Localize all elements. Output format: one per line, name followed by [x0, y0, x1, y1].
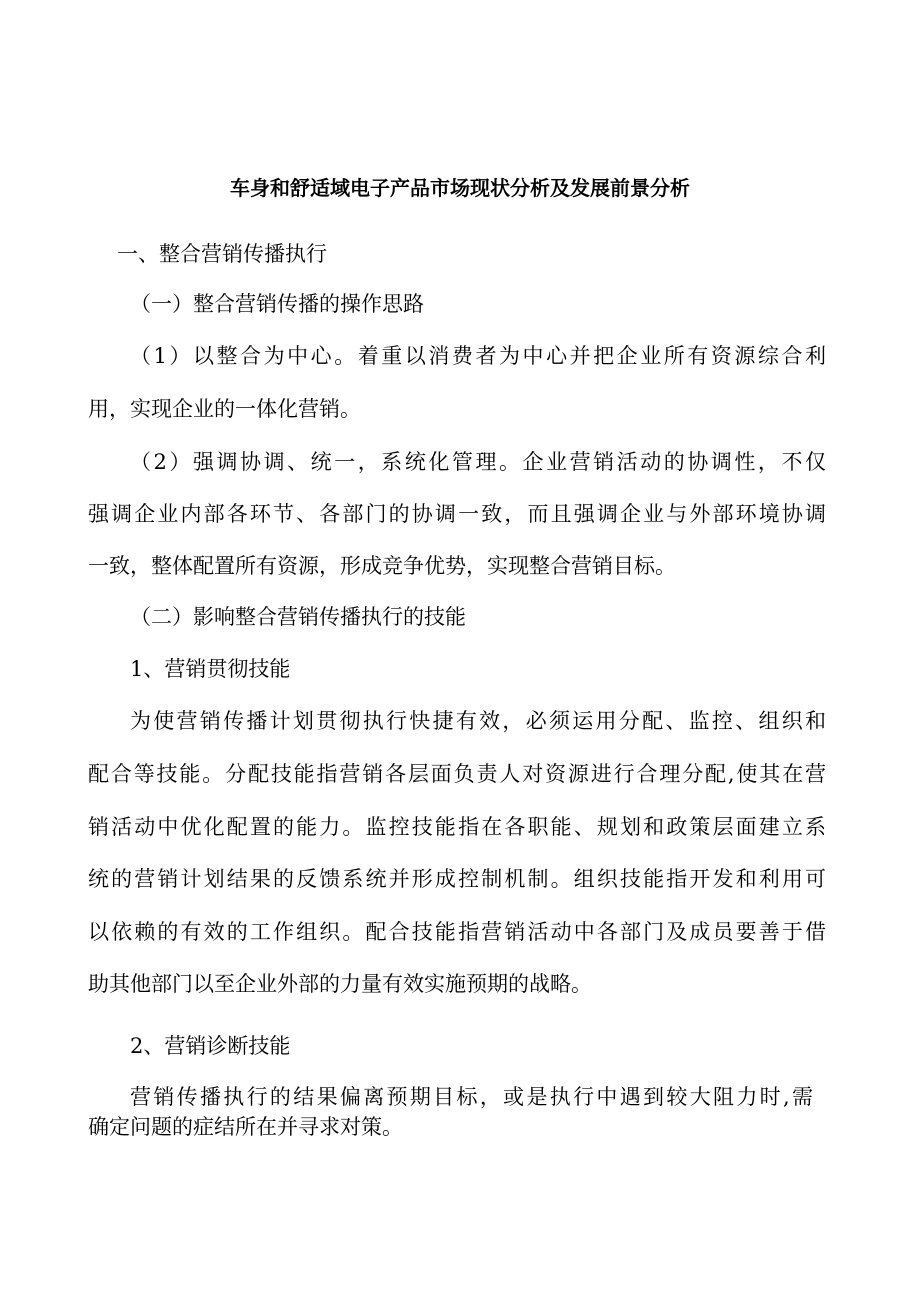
paragraph-line: 一致，整体配置所有资源，形成竞争优势，实现整合营销目标。 [88, 554, 676, 578]
paragraph-line: 强调企业内部各环节、各部门的协调一致，而且强调企业与外部环境协调 [88, 502, 826, 526]
paragraph-line: 以依赖的有效的工作组织。配合技能指营销活动中各部门及成员要善于借 [88, 920, 826, 944]
document-title: 车身和舒适域电子产品市场现状分析及发展前景分析 [230, 176, 690, 200]
paragraph-line: 确定问题的症结所在并寻求对策。 [88, 1115, 403, 1139]
subsection-heading: （一）整合营销传播的操作思路 [130, 292, 424, 316]
skill-heading: 2、营销诊断技能 [130, 1034, 291, 1058]
paragraph-line: 销活动中优化配置的能力。监控技能指在各职能、规划和政策层面建立系 [88, 815, 826, 839]
paragraph-line: 用，实现企业的一体化营销。 [88, 397, 361, 421]
paragraph-line: （2）强调协调、统一，系统化管理。企业营销活动的协调性，不仅 [130, 450, 826, 474]
skill-heading: 1、营销贯彻技能 [130, 657, 291, 681]
paragraph-line: （1）以整合为中心。着重以消费者为中心并把企业所有资源综合利 [130, 344, 826, 368]
paragraph-line: 统的营销计划结果的反馈系统并形成控制机制。组织技能指开发和利用可 [88, 867, 826, 891]
paragraph-line: 配合等技能。分配技能指营销各层面负责人对资源进行合理分配,使其在营 [88, 762, 826, 786]
paragraph-line: 营销传播执行的结果偏离预期目标，或是执行中遇到较大阻力时,需 [130, 1085, 813, 1109]
section-heading: 一、整合营销传播执行 [117, 242, 327, 266]
subsection-heading: （二）影响整合营销传播执行的技能 [130, 605, 466, 629]
paragraph-line: 为使营销传播计划贯彻执行快捷有效，必须运用分配、监控、组织和 [130, 709, 826, 733]
paragraph-line: 助其他部门以至企业外部的力量有效实施预期的战略。 [88, 972, 592, 996]
